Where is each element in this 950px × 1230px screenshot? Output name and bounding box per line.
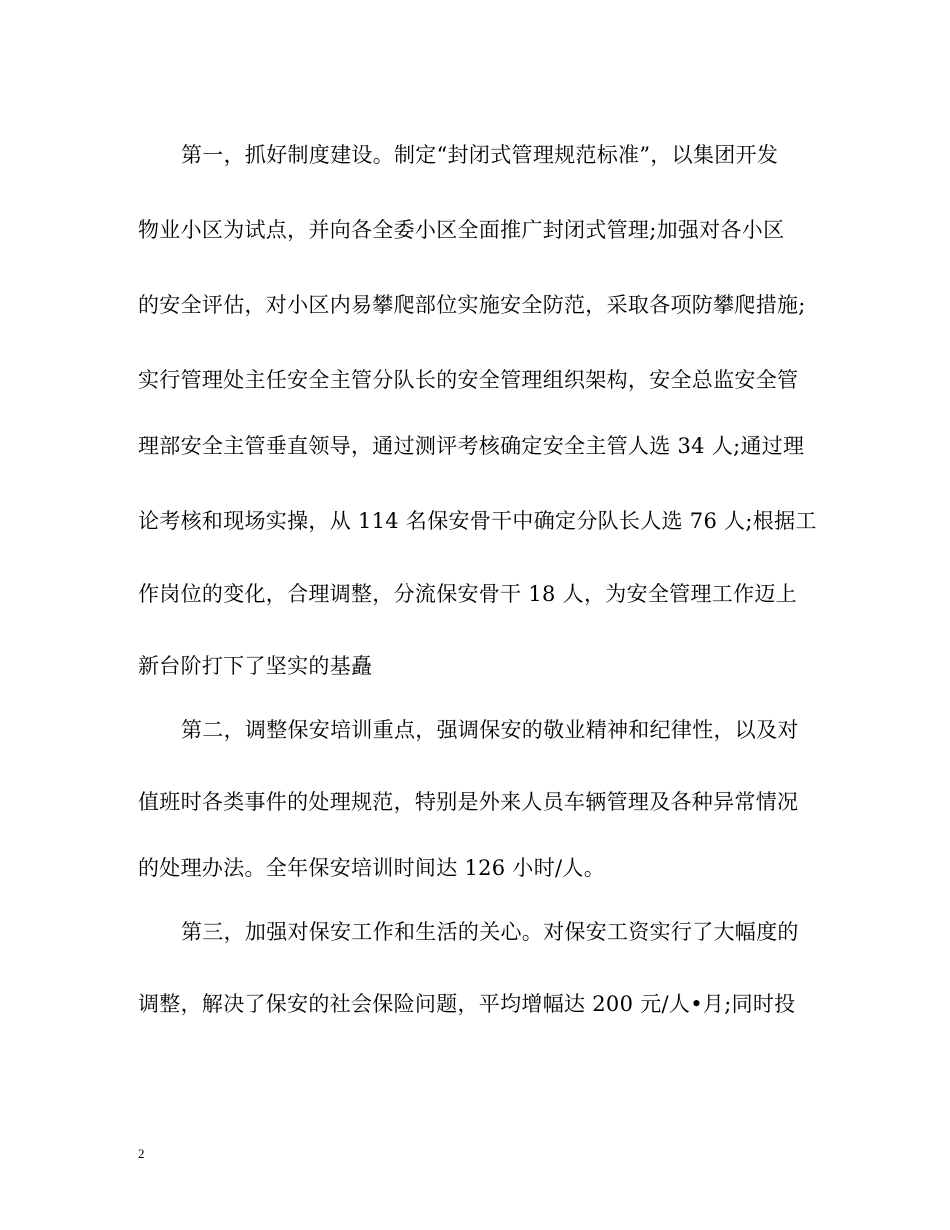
paragraph-3-line-1: 第三，加强对保安工作和生活的关心。对保安工资实行了大幅度的 bbox=[181, 920, 799, 944]
paragraph-1-line-2: 物业小区为试点，并向各全委小区全面推广封闭式管理;加强对各小区 bbox=[138, 218, 785, 242]
paragraph-1-line-3: 的安全评估，对小区内易攀爬部位实施安全防范，采取各项防攀爬措施; bbox=[138, 293, 806, 317]
paragraph-1-line-8: 新台阶打下了坚实的基矗 bbox=[138, 654, 373, 678]
paragraph-2-line-3: 的处理办法。全年保安培训时间达 126 小时/人。 bbox=[138, 856, 606, 880]
paragraph-1-line-7: 作岗位的变化，合理调整，分流保安骨干 18 人，为安全管理工作迈上 bbox=[138, 582, 797, 606]
paragraph-1-line-5: 理部安全主管垂直领导，通过测评考核确定安全主管人选 34 人;通过理 bbox=[138, 434, 805, 458]
paragraph-1-line-1: 第一，抓好制度建设。制定“封闭式管理规范标准”，以集团开发 bbox=[181, 143, 779, 167]
paragraph-2-line-1: 第二，调整保安培训重点，强调保安的敬业精神和纪律性，以及对 bbox=[181, 718, 799, 742]
paragraph-3-line-2: 调整，解决了保安的社会保险问题，平均增幅达 200 元/人•月;同时投 bbox=[138, 992, 796, 1016]
page-number: 2 bbox=[138, 1146, 145, 1161]
paragraph-1-line-4: 实行管理处主任安全主管分队长的安全管理组织架构，安全总监安全管 bbox=[138, 368, 799, 392]
paragraph-1-line-6: 论考核和现场实操，从 114 名保安骨干中确定分队长人选 76 人;根据工 bbox=[138, 509, 817, 533]
paragraph-2-line-2: 值班时各类事件的处理规范，特别是外来人员车辆管理及各种异常情况 bbox=[138, 790, 799, 814]
